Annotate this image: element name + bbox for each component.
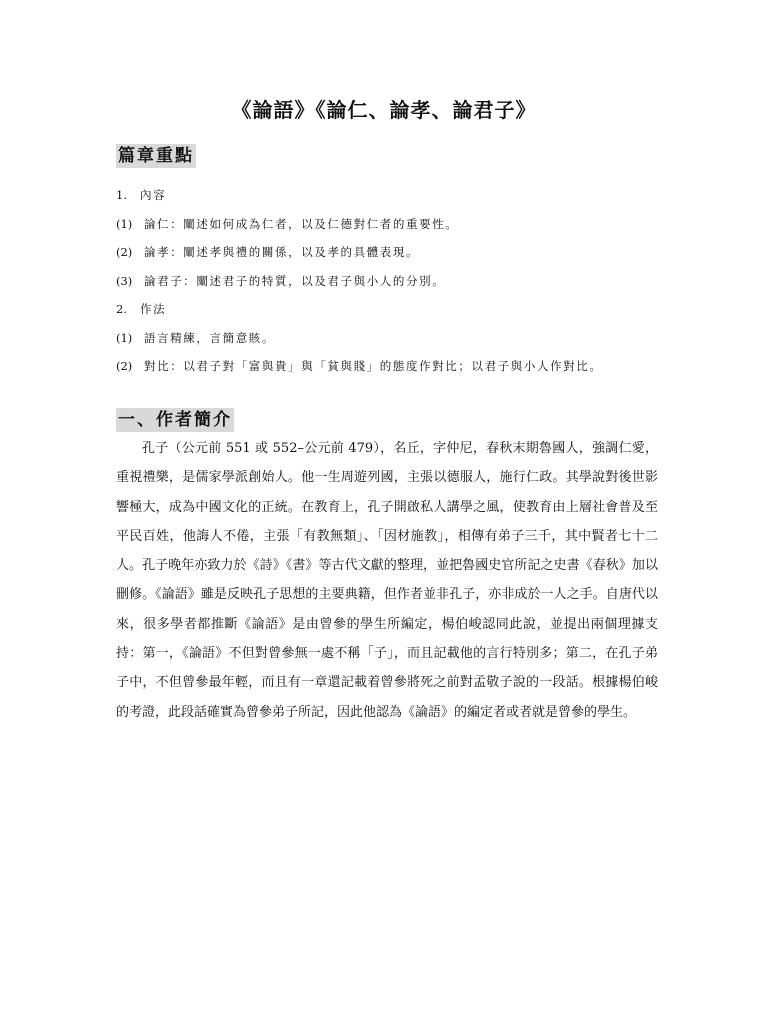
- item-number: (2): [116, 359, 133, 373]
- list-item: [116, 352, 603, 381]
- list-item: [116, 181, 603, 210]
- list-item: [116, 238, 603, 267]
- list-item: [116, 267, 603, 296]
- item-number: (2): [116, 245, 133, 259]
- item-number: 1.: [116, 188, 127, 202]
- item-text: 對比：以君子對「富與貴」與「貧與賤」的態度作對比；以君子與小人作對比。: [144, 359, 603, 373]
- item-number: (1): [116, 216, 133, 231]
- item-number: (1): [116, 330, 133, 345]
- item-number: 2.: [116, 302, 127, 316]
- item-text: 內容: [140, 188, 167, 202]
- section-heading-author-intro: 一、作者簡介: [118, 410, 232, 430]
- item-text: 語言精練，言簡意賅。: [144, 330, 275, 345]
- section-heading-key-points: 篇章重點: [118, 146, 194, 166]
- list-item: [116, 295, 603, 324]
- list-item: [116, 210, 603, 239]
- item-text: 論孝：闡述孝與禮的關係，以及孝的具體表現。: [144, 245, 420, 259]
- item-text: 作法: [140, 302, 167, 316]
- list-item: [116, 324, 603, 353]
- item-text: 論君子：闡述君子的特質，以及君子與小人的分別。: [144, 273, 446, 288]
- item-text: 論仁：闡述如何成為仁者，以及仁德對仁者的重要性。: [144, 216, 459, 231]
- document-title: 《論語》《論仁、論孝、論君子》: [231, 98, 537, 122]
- author-intro-paragraph: 孔子（公元前 551 或 552–公元前 479），名丘，字仲尼，春秋末期魯國人，強調仁愛，重視禮樂，是儒家學派創始人。他一生周遊列國，主張以德服人，施行仁政。其學說對後世影響極大，成為中國文化的正統。在教育上，孔子開啟私人講學之風，使教育由上層社會普及至平民百姓，他誨人不倦，主張「有教無類」、「因材施教」，相傳有弟子三千，其中賢者七十二人。孔子晚年亦致力於《詩》《書》等古代文獻的整理，並把魯國史官所記之史書《春秋》加以刪修。《論語》雖是反映孔子思想的主要典籍，但作者並非孔子，亦非成於一人之手。自唐代以來，很多學者都推斷《論語》是由曾參的學生所編定，楊伯峻認同此說，並提出兩個理據支持：第一，《論語》不但對曾參無一處不稱「子」，而且記載他的言行特別多；第二，在孔子弟子中，不但曾參最年輕，而且有一章還記載着曾參將死之前對孟敬子說的一段話。根據楊伯峻的考證，此段話確實為曾參弟子所記，因此他認為《論語》的編定者或者就是曾參的學生。: [116, 441, 658, 720]
- item-number: (3): [116, 273, 133, 288]
- key-points-list: [116, 181, 603, 381]
